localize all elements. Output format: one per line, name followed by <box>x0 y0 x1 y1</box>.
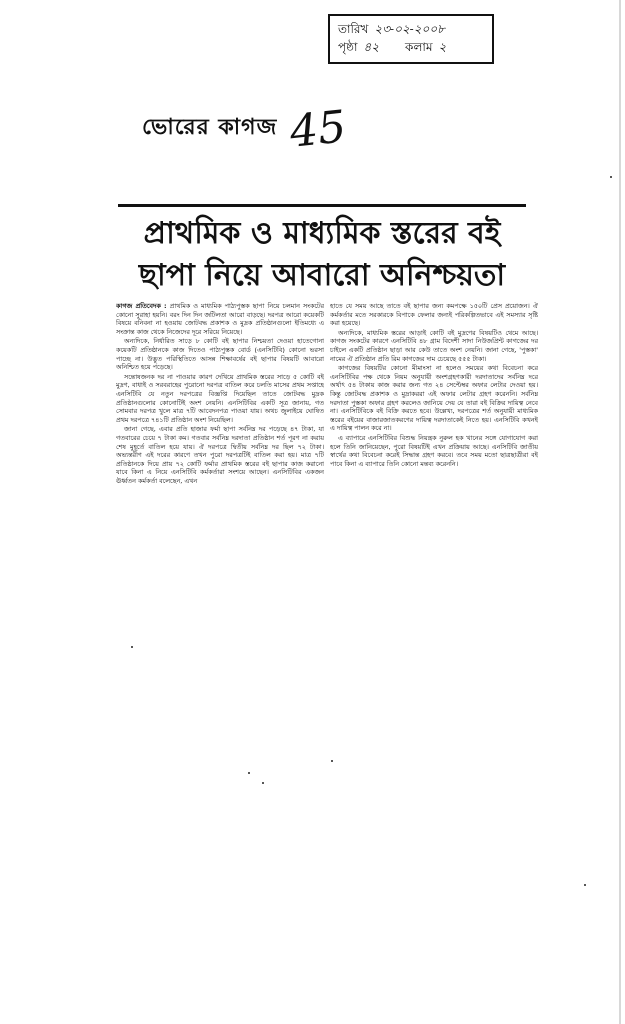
scan-speck <box>262 782 264 784</box>
headline-line-2: ছাপা নিয়ে আবারো অনিশ্চয়তা <box>138 258 506 293</box>
stamp-column-label: কলাম <box>405 40 433 54</box>
stamp-page-value: ৪২ <box>363 40 380 54</box>
archive-stamp <box>328 14 494 64</box>
article-paragraph: এ ব্যাপারে এনসিটিবির বিশুদ্ধ নিয়ন্ত্রক নুরুল হক খানের সঙ্গে যোগাযোগ করা হলে তিনি জানিয়েছেন, পুরো বিষয়টিই এখন প্রক্রিয়ায় আছে। এনসিটিবি জাতীয় স্বার্থের কথা বিবেচনা করেই সিদ্ধান্ত গ্রহণ করবে। তবে সময় মতো ছাত্রছাত্রীরা বই পাবে কিনা এ ব্যাপারে তিনি কোনো মন্তব্য করেননি। <box>330 433 538 468</box>
paragraph-text: প্রাথমিক ও মাধ্যমিক পাঠ্যপুস্তক ছাপা নিয়ে চলমান সংকটের কোনো সুরাহা হয়নি। বরং দিন দিন জটিলতা আরো বাড়ছে। দরপত্র আরো কয়েকটি বিষয়ে বনিবনা না হওয়ায় জোটবদ্ধ প্রকাশক ও মুদ্রক প্রতিষ্ঠানগুলো ইতিমধ্যে এ সংক্রান্ত কাজ থেকে নিজেদের দূরে সরিয়ে নিয়েছে। <box>116 302 324 336</box>
headline-rule <box>118 204 526 207</box>
article-left-column <box>116 302 324 552</box>
scan-speck <box>610 176 612 178</box>
article-paragraph: হাতে যে সময় আছে তাতে বই ছাপার জন্য কমপক্ষে ১৫০টি প্রেস প্রয়োজন। ঐ কর্মকর্তার মতে সরকারকে বিপাকে ফেলার জন্যই পরিকল্পিতভাবে এই সমস্যার সৃষ্টি করা হয়েছে। <box>330 302 538 328</box>
stamp-page-row <box>338 38 484 56</box>
scan-speck <box>131 646 133 648</box>
stamp-column-value: ২ <box>438 40 447 54</box>
article-paragraph: জানা গেছে, এবার প্রতি হাজার ফর্মা ছাপা সর্বনিম্ন দর পড়েছে ৪৭ টাকা, যা গতবারের চেয়ে ৭ টাকা কম। গতবার সর্বনিম্ন দরদাতা প্রতিষ্ঠান শর্ত পূরণ না করায় শেষ মুহূর্তে বাতিল হয়ে যায়। ঐ দরপত্রে দ্বিতীয় সর্বনিম্ন দর ছিল ৭২ টাকা। অভ্যন্তরীণ এই দরের কারণে তখন পুরো দরপত্রটিই বাতিল করা হয়। মাত্র ৭টি প্রতিষ্ঠানকে দিয়ে প্রায় ৭২ কোটি ফর্মার প্রাথমিক স্তরের বই ছাপার কাজ করানো যাবে কিনা এ নিয়ে এনসিটিবি কর্মকর্তারা সংশয়ে আছেন। এনসিটিবির একজন ঊর্ধ্বতন কর্মকর্তা বলেছেন, এখন <box>116 425 324 485</box>
scan-speck <box>584 884 586 886</box>
scan-speck <box>331 760 333 762</box>
headline-line-1: প্রাথমিক ও মাধ্যমিক স্তরের বই <box>143 216 501 251</box>
stamp-page-label: পৃষ্ঠা <box>338 40 358 54</box>
byline: কাগজ প্রতিবেদক : <box>116 302 167 310</box>
stamp-date-label: তারিখ <box>338 22 369 36</box>
article-paragraph: সন্তোষজনক দর না পাওয়ার কারণ দেখিয়ে প্রাথমিক স্তরের সাড়ে ৫ কোটি বই মুদ্রণ, বাধাই ও সরবরাহের পুরোনো দরপত্র বাতিল করে চলতি মাসের প্রথম সপ্তাহে এনসিটিবি যে নতুন দরপত্রের বিজ্ঞপ্তি দিয়েছিল তাতে জোটবদ্ধ মুদ্রক প্রতিষ্ঠানগুলোর কোনোটিই অংশ নেয়নি। এনসিটিবির একটি সূত্র জানায়, গত সোমবার দরপত্র খুলে মাত্র ৭টি আবেদনপত্র পাওয়া যায়। অথচ জুলাইয়ে ঘোষিত প্রথম দরপত্রে ৭৪১টি প্রতিষ্ঠান অংশ নিয়েছিল। <box>116 372 324 424</box>
stamp-date-row <box>338 20 484 38</box>
handwritten-page-mark: 45 <box>287 101 349 158</box>
stamp-date-value: ২৩-০২-২০০৮ <box>374 22 445 36</box>
article-right-column <box>330 302 538 552</box>
article-paragraph: অন্যদিকে, মাধ্যমিক স্তরের আড়াই কোটি বই মুদ্রণের বিষয়টিও থেমে আছে। কাগজ সংকটের কারণে এনসিটিবি ৪৮ গ্রাম বিদেশী সাদা নিউজপ্রিন্ট কাগজের দর চাইলে একটি প্রতিষ্ঠান ছাড়া আর কেউ তাতে অংশ নেয়নি। জানা গেছে, 'পুস্তকা' নামের ঐ প্রতিষ্ঠান প্রতি রিম কাগজের দাম চেয়েছে ৫৫৫ টাকা। <box>330 328 538 363</box>
scan-speck <box>248 772 250 774</box>
scan-edge-shadow <box>619 0 621 1024</box>
newspaper-name: ভোরের কাগজ <box>142 115 278 140</box>
article-paragraph <box>116 302 324 336</box>
article-paragraph: কাগজের বিষয়টির কোনো মীমাংসা না হলেও সময়ের কথা বিবেচনা করে এনসিটিবির পক্ষ থেকে নিয়ম অনুযায়ী অংশগ্রহণকারী দরদাতাদের সর্বনিম্ন দরে অর্থাৎ ৫৪ টাকায় কাজ করার জন্য গত ২৪ সেপ্টেম্বর অফার লেটার দেওয়া হয়। কিন্তু জোটবদ্ধ প্রকাশক ও মুদ্রাকররা এই অফার লেটার গ্রহণ করেননি। সর্বনিম্ন দরদাতা পুস্তকা অফার গ্রহণ করলেও জানিয়ে দেয় যে তারা বই বিক্রির দায়িত্ব নেবে না। এনসিটিবিকে বই বিক্রি করতে হবে। উল্লেখ্য, দরপত্রের শর্ত অনুযায়ী মাধ্যমিক স্তরের বইয়ের বাজারজাতকরণের দায়িত্ব দরদাতাকেই নিতে হয়। এনসিটিবি কখনই এ দায়িত্ব পালন করে না। <box>330 364 538 433</box>
article-paragraph: অন্যদিকে, নির্ধারিত সাড়ে ৮ কোটি বই ছাপার নিশ্চয়তা দেওয়া হাতেগোনা কয়েকটি প্রতিষ্ঠানকে কাজ দিতেও পাঠ্যপুস্তক বোর্ড (এনসিটিবি) কোনো ভরসা পাচ্ছে না। উদ্ভূত পরিস্থিতিতে আসন্ন শিক্ষাবর্ষের বই ছাপার বিষয়টি আবারো অনিশ্চিত হয়ে পড়েছে। <box>116 337 324 372</box>
